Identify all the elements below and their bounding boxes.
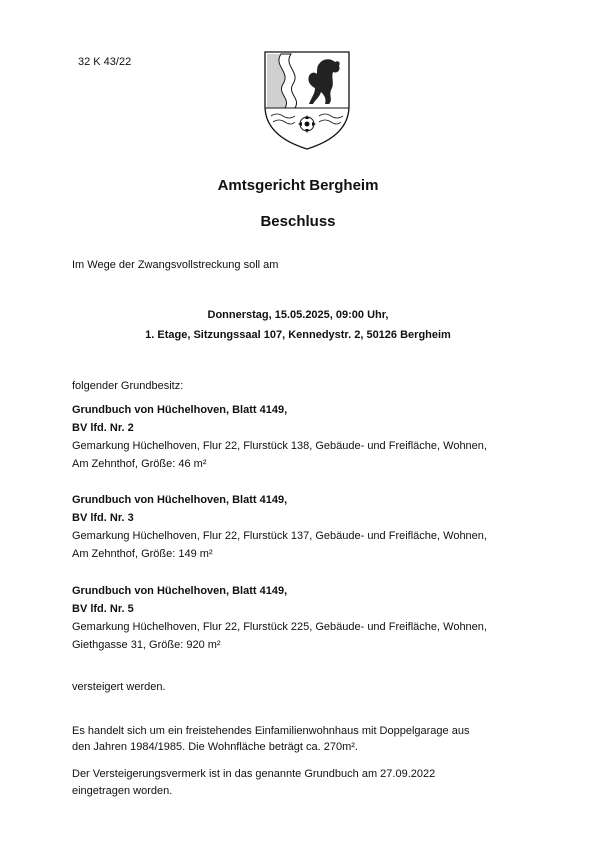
property-address: Am Zehnthof, Größe: 46 m² (72, 458, 207, 470)
document-title: Beschluss (260, 213, 336, 230)
property-description: Gemarkung Hüchelhoven, Flur 22, Flurstück 138, Gebäude- und Freifläche, Wohnen, (72, 440, 487, 452)
nrw-coat-of-arms-icon (261, 48, 353, 152)
property-entry (72, 401, 487, 473)
property-entry (72, 491, 487, 563)
note-line: Es handelt sich um ein freistehendes Einfamilienwohnhaus mit Doppelgarage aus (72, 725, 470, 737)
auction-date: Donnerstag, 15.05.2025, 09:00 Uhr, (207, 309, 389, 321)
auction-location: 1. Etage, Sitzungssaal 107, Kennedystr. 2, 50126 Bergheim (145, 329, 451, 341)
property-entry (72, 582, 487, 654)
note-line: Der Versteigerungsvermerk ist in das genannte Grundbuch am 27.09.2022 (72, 768, 436, 780)
note-line: den Jahren 1984/1985. Die Wohnfläche beträgt ca. 270m². (72, 741, 358, 753)
property-register: Grundbuch von Hüchelhoven, Blatt 4149, (72, 585, 288, 597)
property-address: Am Zehnthof, Größe: 149 m² (72, 548, 213, 560)
property-register: Grundbuch von Hüchelhoven, Blatt 4149, (72, 494, 288, 506)
property-description: Gemarkung Hüchelhoven, Flur 22, Flurstück 137, Gebäude- und Freifläche, Wohnen, (72, 530, 487, 542)
file-reference: 32 K 43/22 (78, 56, 132, 68)
property-intro: folgender Grundbesitz: (72, 380, 184, 392)
property-description: Gemarkung Hüchelhoven, Flur 22, Flurstück 225, Gebäude- und Freifläche, Wohnen, (72, 621, 487, 633)
property-number: BV lfd. Nr. 3 (72, 512, 134, 524)
note-line: eingetragen worden. (72, 785, 173, 797)
property-address: Giethgasse 31, Größe: 920 m² (72, 639, 221, 651)
property-register: Grundbuch von Hüchelhoven, Blatt 4149, (72, 404, 288, 416)
court-name: Amtsgericht Bergheim (217, 177, 379, 194)
property-number: BV lfd. Nr. 5 (72, 603, 134, 615)
intro-text: Im Wege der Zwangsvollstreckung soll am (72, 259, 279, 271)
property-number: BV lfd. Nr. 2 (72, 422, 134, 434)
outcome-text: versteigert werden. (72, 681, 166, 693)
